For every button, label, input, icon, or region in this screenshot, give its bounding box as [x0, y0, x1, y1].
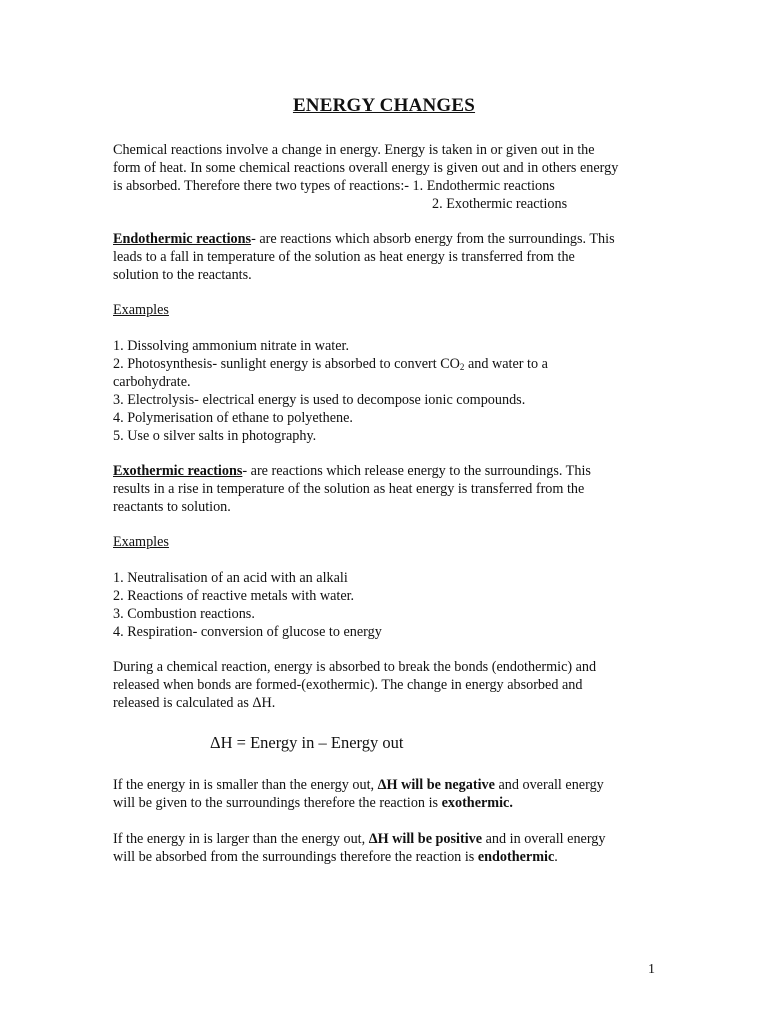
text: If the energy in is larger than the energy out, [113, 831, 369, 847]
list-item: 5. Use o silver salts in photography. [113, 428, 317, 444]
exothermic-term: Exothermic reactions [113, 463, 243, 479]
endothermic-line: leads to a fall in temperature of the solution as heat energy is transferred from the [113, 249, 575, 265]
endothermic-line [113, 230, 658, 248]
subscript: 2 [459, 362, 465, 372]
example-text: 2. Photosynthesis- sunlight energy is absorbed to convert CO [113, 356, 460, 372]
text: and overall energy [494, 777, 604, 793]
delta-h-formula: ΔH = Energy in – Energy out [210, 733, 404, 752]
list-item: 1. Dissolving ammonium nitrate in water. [113, 338, 350, 354]
page-title: ENERGY CHANGES [292, 95, 476, 116]
paragraph-line [113, 848, 658, 866]
list-item: 2. Reactions of reactive metals with water. [113, 588, 355, 604]
intro-line: Chemical reactions involve a change in energy. Energy is taken in or given out in the [113, 142, 595, 158]
exothermic-line: reactants to solution. [113, 499, 231, 515]
endothermic-term: Endothermic reactions [113, 231, 252, 247]
exothermic-line [113, 462, 658, 480]
text: and in overall energy [482, 831, 606, 847]
endothermic-definition: - are reactions which absorb energy from the surroundings. This [251, 231, 615, 247]
paragraph-line [113, 830, 658, 848]
text: If the energy in is smaller than the energy out, [113, 777, 378, 793]
list-item: 4. Polymerisation of ethane to polyethene. [113, 410, 353, 426]
bold-text: endothermic [477, 849, 555, 865]
bond-line: released is calculated as ΔH. [113, 695, 276, 711]
bold-text: ΔH will be positive [368, 831, 483, 847]
intro-paragraph [113, 141, 658, 213]
list-item: 3. Electrolysis- electrical energy is used to decompose ionic compounds. [113, 392, 526, 408]
exothermic-paragraph [113, 462, 658, 516]
text: will be given to the surroundings therefore the reaction is [113, 795, 442, 811]
example-text: and water to a [464, 356, 548, 372]
intro-type-2: 2. Exothermic reactions [432, 196, 568, 212]
intro-line: is absorbed. Therefore there two types of reactions:- 1. Endothermic reactions [113, 178, 555, 194]
examples-heading: Examples [113, 534, 169, 550]
list-item: 3. Combustion reactions. [113, 606, 255, 622]
exothermic-line: results in a rise in temperature of the solution as heat energy is transferred from the [113, 481, 585, 497]
text: will be absorbed from the surroundings therefore the reaction is [113, 849, 478, 865]
endothermic-examples-heading [113, 301, 658, 319]
bond-line: During a chemical reaction, energy is absorbed to break the bonds (endothermic) and [113, 659, 597, 675]
exothermic-examples-heading [113, 533, 658, 551]
paragraph-line [113, 776, 658, 794]
list-item [113, 355, 658, 373]
list-item: 4. Respiration- conversion of glucose to energy [113, 624, 382, 640]
page-number: 1 [648, 962, 655, 977]
bond-energy-paragraph [113, 658, 658, 712]
negative-delta-h-paragraph [113, 776, 658, 812]
paragraph-line [113, 794, 658, 812]
positive-delta-h-paragraph [113, 830, 658, 866]
intro-line: form of heat. In some chemical reactions overall energy is given out and in others energy [113, 160, 619, 176]
examples-heading: Examples [113, 302, 169, 318]
exothermic-examples-list [113, 569, 658, 641]
exothermic-definition: - are reactions which release energy to the surroundings. This [242, 463, 591, 479]
bold-text: exothermic. [441, 795, 513, 811]
endothermic-examples-list [113, 337, 658, 445]
bond-line: released when bonds are formed-(exothermic). The change in energy absorbed and [113, 677, 583, 693]
list-item: 1. Neutralisation of an acid with an alkali [113, 570, 348, 586]
list-item-continuation: carbohydrate. [113, 374, 191, 390]
bold-text: ΔH will be negative [377, 777, 495, 793]
endothermic-paragraph [113, 230, 658, 284]
text: . [554, 849, 558, 865]
endothermic-line: solution to the reactants. [113, 267, 252, 283]
